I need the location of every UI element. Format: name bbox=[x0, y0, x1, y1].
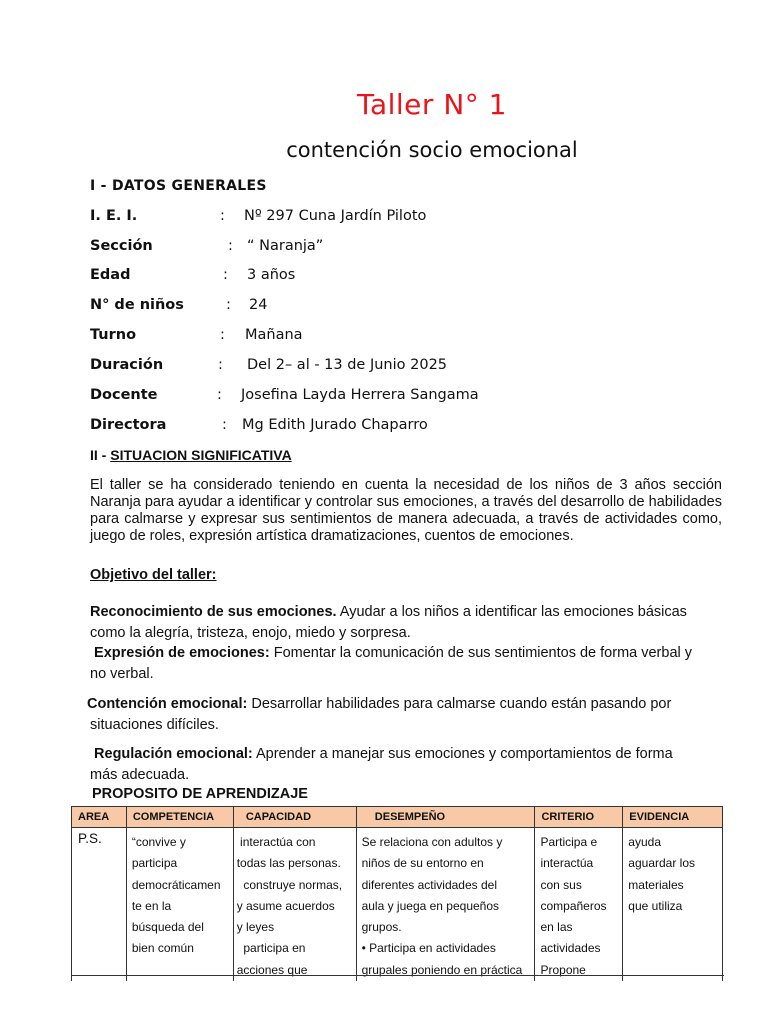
cell-line: interactúa bbox=[540, 856, 594, 871]
col-header-evidencia: EVIDENCIA bbox=[623, 807, 723, 828]
cell-desempeno bbox=[356, 828, 535, 982]
cell-line: diferentes actividades del bbox=[361, 877, 497, 892]
cell-line: ayuda bbox=[628, 835, 661, 849]
proposito-heading: PROPOSITO DE APRENDIZAJE bbox=[92, 786, 308, 802]
cell-line: y asume acuerdos bbox=[236, 898, 335, 913]
objetivo-item-contencion bbox=[87, 694, 671, 736]
cell-line: grupales poniendo en práctica bbox=[361, 962, 523, 977]
cell-line: aula y juega en pequeños bbox=[361, 898, 500, 913]
cell-line: grupos. bbox=[361, 920, 402, 935]
datos-generales-heading: I - DATOS GENERALES bbox=[90, 178, 267, 194]
dg-colon: : bbox=[222, 417, 227, 433]
cell-line: que utiliza bbox=[628, 898, 683, 913]
objetivo-item-expresion bbox=[90, 643, 692, 685]
cell-line: participa en bbox=[236, 941, 306, 956]
table-header-row bbox=[72, 807, 723, 828]
objetivo-item-text: Desarrollar habilidades para calmarse cuando están pasando por bbox=[247, 696, 672, 712]
dg-label: N° de niños bbox=[90, 297, 184, 313]
proposito-table bbox=[71, 806, 723, 981]
cell-line: búsqueda del bbox=[131, 920, 204, 935]
cell-line: Participa e bbox=[540, 835, 598, 849]
dg-value: 24 bbox=[249, 297, 268, 313]
dg-colon: : bbox=[220, 208, 225, 224]
dg-value: Mañana bbox=[245, 327, 303, 343]
cell-evidencia bbox=[623, 828, 723, 982]
cell-line: • Participa en actividades bbox=[361, 941, 496, 956]
page-title: Taller N° 1 bbox=[357, 88, 507, 121]
cell-line: Propone bbox=[540, 962, 586, 977]
cell-line: en las bbox=[540, 920, 573, 935]
dg-label: Turno bbox=[90, 327, 137, 343]
situacion-title: SITUACION SIGNIFICATIVA bbox=[110, 447, 292, 463]
dg-label: Docente bbox=[90, 387, 158, 403]
cell-line: interactúa con bbox=[236, 835, 316, 849]
objetivo-item-text-cont: situaciones difíciles. bbox=[90, 717, 219, 733]
cell-line: construye normas, bbox=[236, 877, 343, 892]
page-subtitle: contención socio emocional bbox=[286, 138, 578, 162]
situacion-paragraph: El taller se ha considerado teniendo en cuenta la necesidad de los niños de 3 años sección Naranja para ayudar a identificar y controlar sus emociones, a través del desarrollo de habilidades para calmarse y expresar sus sentimientos de manera adecuada, a través de actividades como, juego de roles, expresión artística dramatizaciones, cuentos de emociones. bbox=[90, 477, 722, 544]
cell-line: actividades bbox=[540, 941, 601, 956]
cell-competencia bbox=[126, 828, 233, 982]
objetivo-item-label: Reconocimiento de sus emociones. bbox=[90, 604, 337, 620]
cell-line: bien común bbox=[131, 941, 194, 956]
objetivo-item-reconocimiento bbox=[90, 602, 687, 644]
dg-label: Directora bbox=[90, 417, 167, 433]
cell-line: democráticamen bbox=[131, 877, 221, 892]
cell-line: “convive y bbox=[131, 835, 186, 849]
objetivo-item-label: Expresión de emociones: bbox=[94, 645, 270, 661]
cell-line: acciones que bbox=[236, 962, 308, 977]
objetivo-item-text: Ayudar a los niños a identificar las emociones básicas bbox=[336, 604, 687, 620]
cell-line: participa bbox=[131, 856, 178, 871]
cell-line: y leyes bbox=[236, 920, 275, 935]
col-header-criterio: CRITERIO bbox=[535, 807, 623, 828]
dg-colon: : bbox=[223, 267, 228, 283]
table-row bbox=[72, 828, 723, 982]
dg-colon: : bbox=[228, 238, 233, 254]
cell-line: con sus bbox=[540, 877, 582, 892]
objetivo-item-text-cont: más adecuada. bbox=[90, 767, 190, 783]
col-header-competencia: COMPETENCIA bbox=[126, 807, 233, 828]
cell-area: P.S. bbox=[72, 828, 127, 982]
col-header-capacidad: CAPACIDAD bbox=[233, 807, 356, 828]
situacion-heading bbox=[90, 447, 292, 463]
dg-value: Nº 297 Cuna Jardín Piloto bbox=[244, 208, 427, 224]
objetivo-item-label: Regulación emocional: bbox=[94, 746, 253, 762]
dg-value: Mg Edith Jurado Chaparro bbox=[242, 417, 428, 433]
dg-value: Josefina Layda Herrera Sangama bbox=[241, 387, 479, 403]
dg-colon: : bbox=[218, 357, 223, 373]
cell-line: niños de su entorno en bbox=[361, 856, 484, 871]
cell-line: materiales bbox=[628, 877, 684, 892]
cell-line: te en la bbox=[131, 898, 172, 913]
dg-colon: : bbox=[217, 387, 222, 403]
cell-capacidad bbox=[233, 828, 356, 982]
cell-line: Se relaciona con adultos y bbox=[361, 835, 503, 849]
situacion-prefix: II - bbox=[90, 447, 111, 463]
cell-line: todas las personas. bbox=[236, 856, 341, 871]
objetivo-item-text: Aprender a manejar sus emociones y comportamientos de forma bbox=[252, 746, 673, 762]
dg-colon: : bbox=[226, 297, 231, 313]
dg-value: Del 2– al - 13 de Junio 2025 bbox=[247, 357, 448, 373]
dg-label: Edad bbox=[90, 267, 131, 283]
dg-label: Duración bbox=[90, 357, 164, 373]
objetivo-item-text-cont: no verbal. bbox=[90, 666, 154, 682]
table-bottom-border bbox=[71, 975, 724, 976]
objetivo-item-text-cont: como la alegría, tristeza, enojo, miedo y sorpresa. bbox=[90, 625, 411, 641]
objetivo-item-text: Fomentar la comunicación de sus sentimientos de forma verbal y bbox=[269, 645, 693, 661]
objetivo-item-label: Contención emocional: bbox=[87, 696, 248, 712]
objetivo-heading: Objetivo del taller: bbox=[90, 567, 217, 583]
dg-value: “ Naranja” bbox=[247, 238, 324, 254]
col-header-desempeno: DESEMPEÑO bbox=[356, 807, 535, 828]
dg-value: 3 años bbox=[247, 267, 296, 283]
cell-line: aguardar los bbox=[628, 856, 696, 871]
col-header-area: AREA bbox=[72, 807, 127, 828]
cell-line: compañeros bbox=[540, 898, 607, 913]
cell-criterio bbox=[535, 828, 623, 982]
dg-label: I. E. I. bbox=[90, 208, 138, 224]
dg-label: Sección bbox=[90, 238, 153, 254]
objetivo-item-regulacion bbox=[90, 744, 673, 786]
dg-colon: : bbox=[220, 327, 225, 343]
